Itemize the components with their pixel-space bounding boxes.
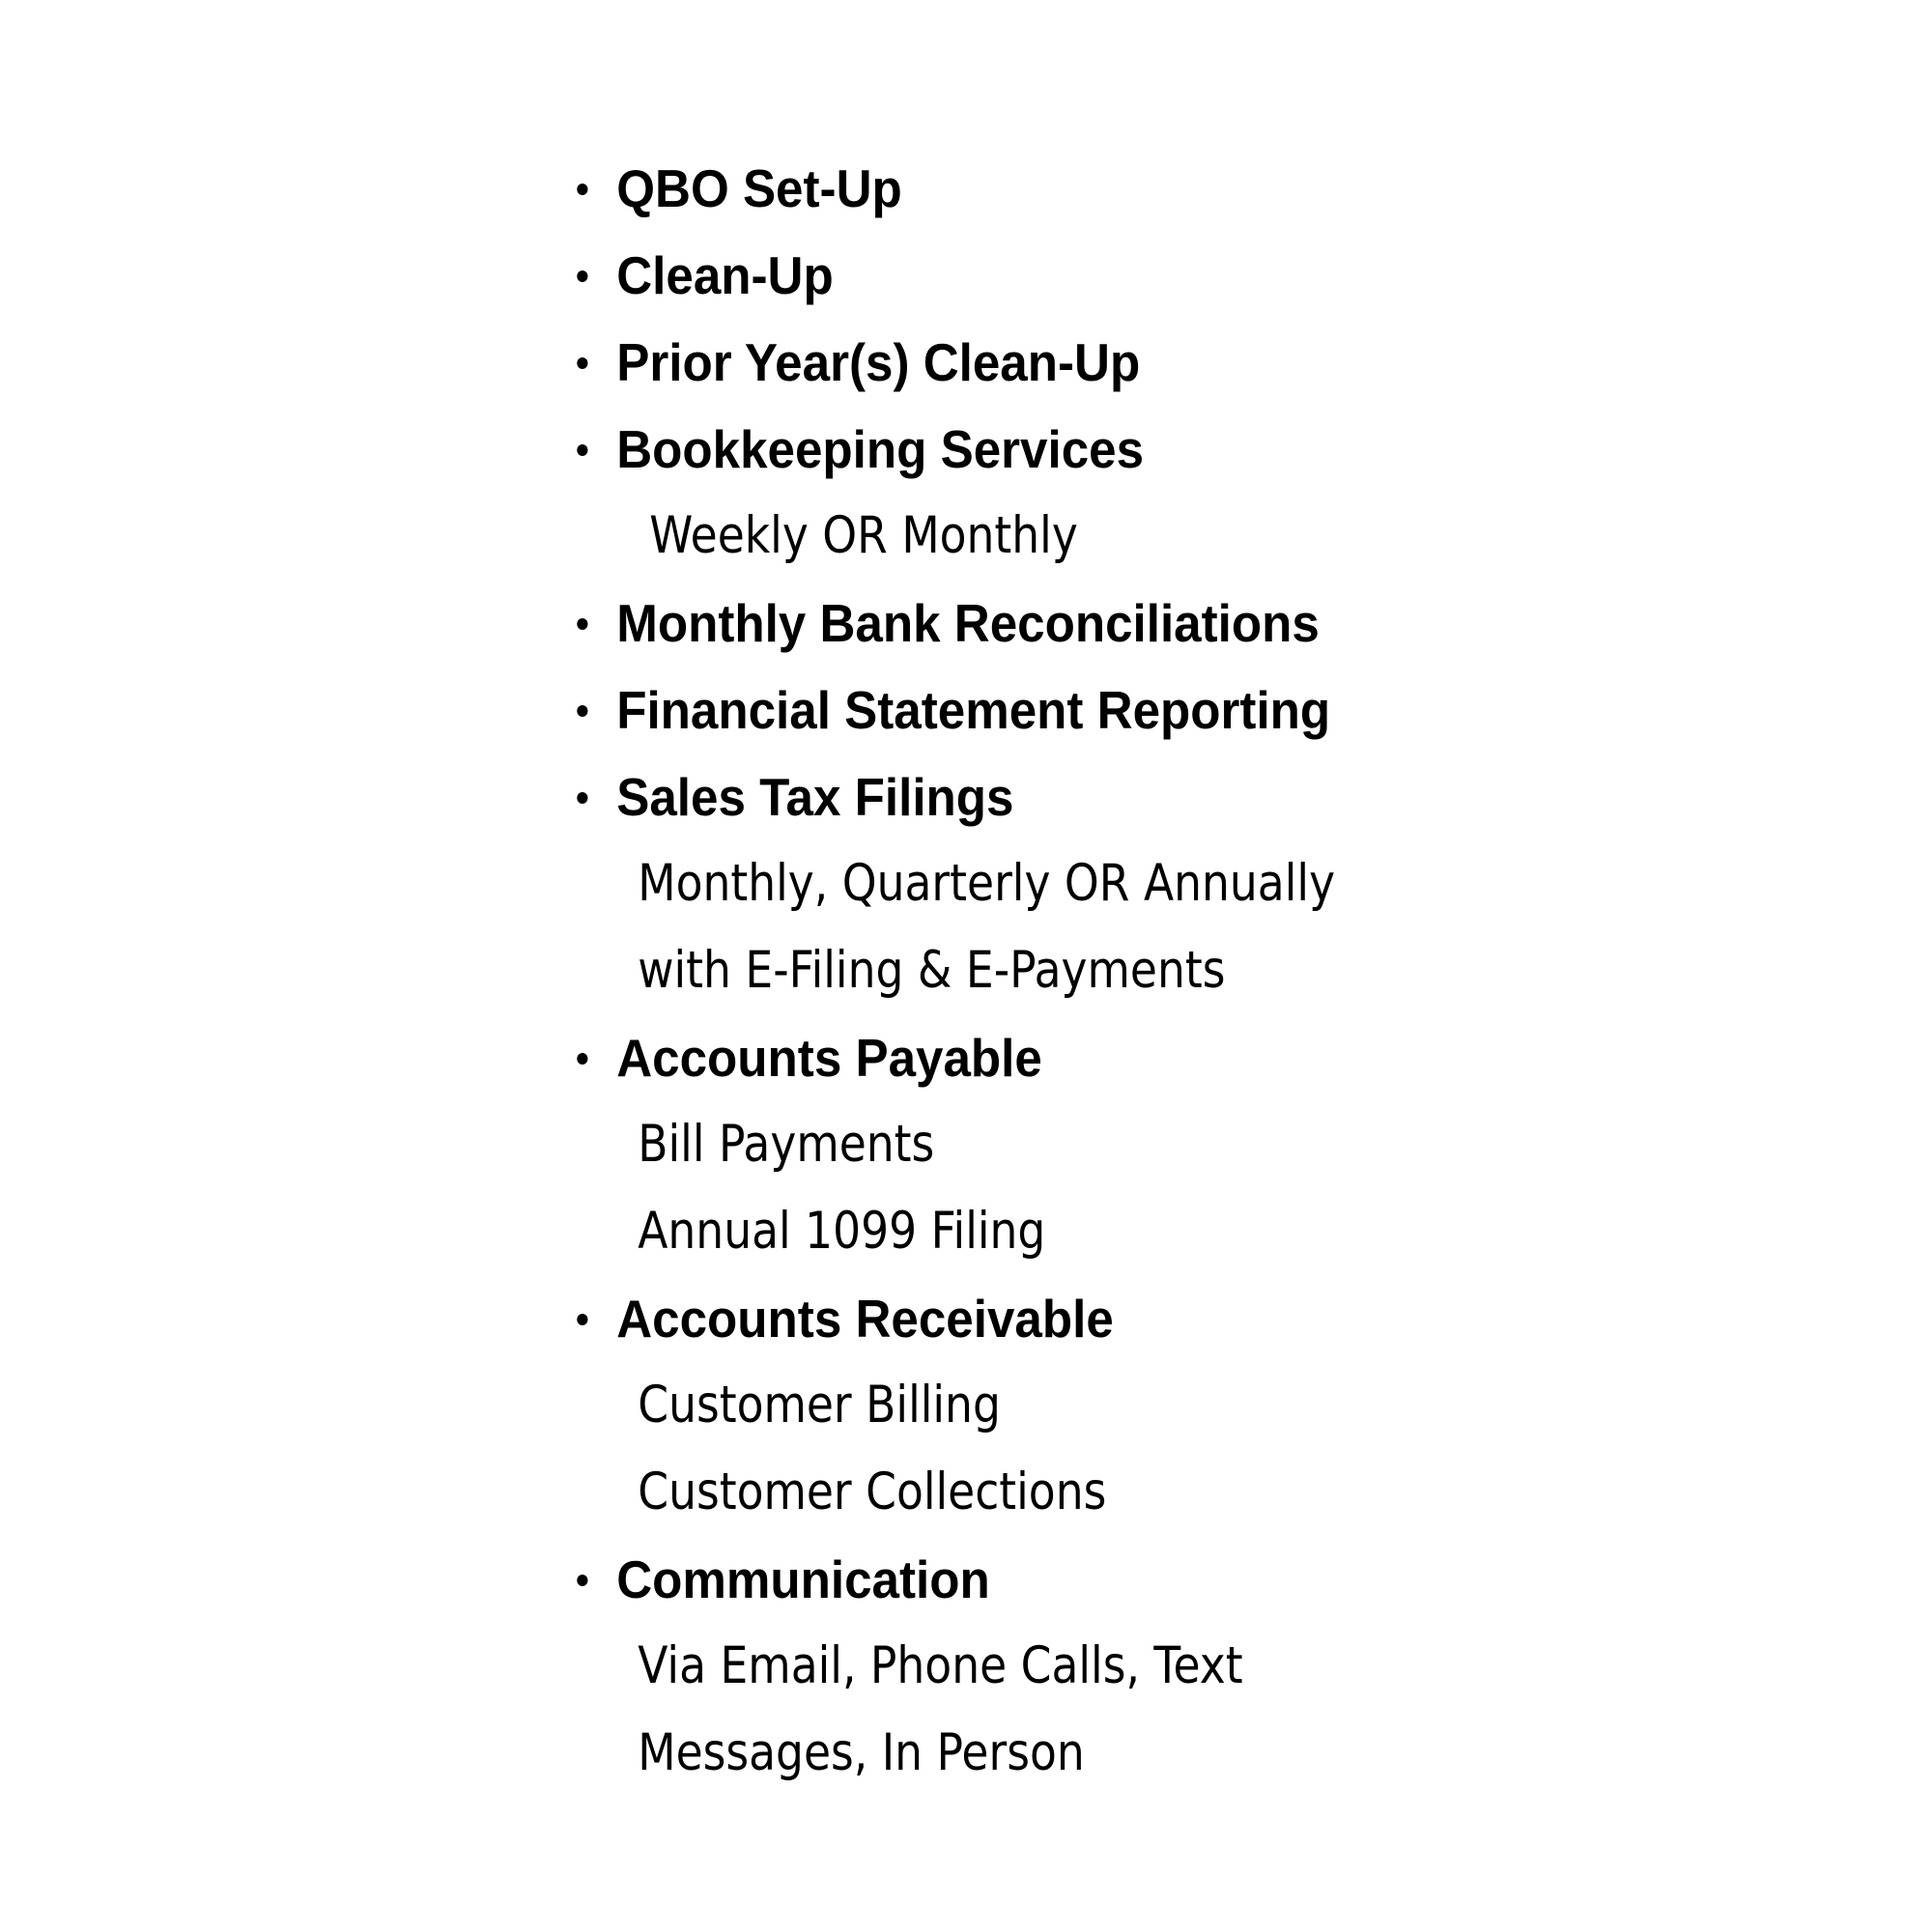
service-item-accounts-receivable — [568, 1275, 1398, 1362]
service-detail: Annual 1099 Filing — [638, 1202, 1046, 1261]
bullet-icon — [577, 270, 587, 282]
service-title: Monthly Bank Reconciliations — [616, 593, 1320, 653]
service-title: QBO Set-Up — [616, 158, 902, 218]
service-detail: with E-Filing & E-Payments — [638, 941, 1226, 1000]
service-detail: Monthly, Quarterly OR Annually — [638, 854, 1336, 913]
service-item-sales-tax — [568, 753, 1398, 840]
service-title: Accounts Receivable — [616, 1289, 1114, 1349]
service-title: Financial Statement Reporting — [616, 680, 1331, 740]
service-detail: Bill Payments — [638, 1115, 935, 1174]
service-item-financial-reporting — [568, 667, 1398, 753]
service-item-bank-reconciliations — [568, 580, 1398, 667]
bullet-icon — [577, 792, 587, 804]
bullet-icon — [577, 618, 587, 630]
bullet-icon — [577, 1053, 587, 1065]
service-title: Accounts Payable — [616, 1028, 1042, 1088]
bullet-icon — [577, 444, 587, 456]
service-title: Clean-Up — [616, 245, 834, 305]
service-detail: Customer Billing — [638, 1376, 1001, 1435]
service-title: Sales Tax Filings — [616, 767, 1014, 827]
bullet-icon — [577, 184, 587, 195]
bullet-icon — [577, 357, 587, 369]
service-detail: Weekly OR Monthly — [649, 506, 1078, 565]
service-detail: Via Email, Phone Calls, Text — [638, 1636, 1243, 1695]
service-item-accounts-payable — [568, 1014, 1398, 1101]
service-item-communication — [568, 1536, 1398, 1623]
service-item-qbo-setup — [568, 145, 1398, 232]
bullet-icon — [577, 1314, 587, 1325]
service-item-clean-up — [568, 232, 1398, 319]
service-title: Prior Year(s) Clean-Up — [616, 332, 1141, 392]
service-title: Bookkeeping Services — [616, 419, 1145, 479]
service-detail: Customer Collections — [638, 1463, 1107, 1521]
service-item-prior-year-clean-up — [568, 319, 1398, 406]
service-detail: Messages, In Person — [638, 1723, 1085, 1782]
services-list — [568, 145, 1460, 1797]
bullet-icon — [577, 1575, 587, 1586]
service-title: Communication — [616, 1549, 990, 1609]
service-item-bookkeeping — [568, 406, 1398, 493]
bullet-icon — [577, 705, 587, 717]
